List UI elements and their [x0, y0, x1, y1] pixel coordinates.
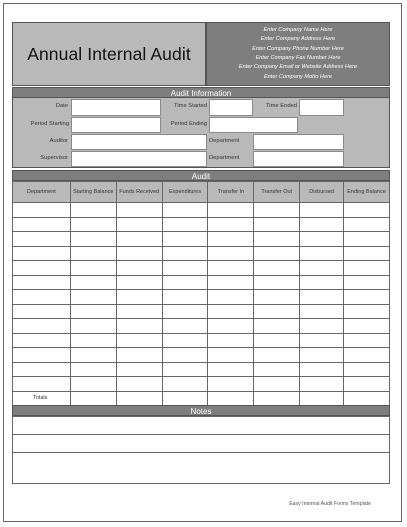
audit-cell[interactable]: [162, 362, 208, 377]
column-header: Transfer In: [208, 182, 254, 203]
audit-cell[interactable]: [208, 261, 254, 276]
period-starting-label: Period Starting: [30, 121, 69, 127]
audit-cell[interactable]: [208, 362, 254, 377]
notes-table: [12, 416, 390, 484]
audit-cell[interactable]: [13, 304, 71, 319]
audit-cell[interactable]: [70, 290, 116, 305]
totals-cell[interactable]: [116, 391, 162, 406]
column-header: Transfer Out: [254, 182, 300, 203]
totals-label: Totals: [13, 391, 71, 406]
department-field-2[interactable]: [253, 151, 344, 167]
audit-cell[interactable]: [344, 261, 390, 276]
department-label-2: Department: [209, 155, 240, 161]
audit-cell[interactable]: [13, 290, 71, 305]
audit-row: [13, 246, 390, 261]
audit-cell[interactable]: [300, 377, 344, 392]
totals-cell[interactable]: [70, 391, 116, 406]
column-header: Funds Received: [116, 182, 162, 203]
audit-heading: Audit: [12, 170, 390, 181]
column-header: Starting Balance: [70, 182, 116, 203]
audit-cell[interactable]: [300, 246, 344, 261]
audit-cell[interactable]: [13, 319, 71, 334]
period-ending-field[interactable]: [209, 117, 298, 133]
audit-header-row: [13, 182, 390, 203]
period-starting-field[interactable]: [71, 117, 161, 133]
notes-heading: Notes: [12, 405, 390, 416]
auditor-label: Auditor: [49, 138, 68, 144]
audit-row: [13, 304, 390, 319]
audit-cell[interactable]: [162, 203, 208, 218]
audit-cell[interactable]: [116, 304, 162, 319]
totals-cell[interactable]: [344, 391, 390, 406]
audit-cell[interactable]: [162, 246, 208, 261]
period-ending-label: Period Ending: [170, 121, 207, 127]
audit-cell[interactable]: [13, 362, 71, 377]
audit-cell[interactable]: [70, 377, 116, 392]
time-ended-field[interactable]: [299, 99, 344, 116]
audit-cell[interactable]: [300, 333, 344, 348]
audit-cell[interactable]: [254, 348, 300, 363]
audit-cell[interactable]: [70, 246, 116, 261]
audit-information-section: [12, 98, 390, 168]
audit-cell[interactable]: [300, 319, 344, 334]
audit-cell[interactable]: [300, 275, 344, 290]
audit-cell[interactable]: [13, 333, 71, 348]
audit-cell[interactable]: [344, 304, 390, 319]
audit-cell[interactable]: [162, 319, 208, 334]
audit-cell[interactable]: [162, 232, 208, 247]
audit-cell[interactable]: [208, 275, 254, 290]
audit-cell[interactable]: [70, 304, 116, 319]
audit-cell[interactable]: [254, 319, 300, 334]
company-motto-line[interactable]: Enter Company Motto Here: [263, 73, 333, 80]
audit-cell[interactable]: [13, 275, 71, 290]
audit-cell[interactable]: [254, 232, 300, 247]
audit-cell[interactable]: [254, 203, 300, 218]
audit-information-heading: Audit Information: [12, 87, 390, 98]
audit-cell[interactable]: [70, 275, 116, 290]
audit-row: [13, 290, 390, 305]
audit-cell[interactable]: [300, 217, 344, 232]
audit-cell[interactable]: [116, 217, 162, 232]
audit-cell[interactable]: [344, 246, 390, 261]
date-field[interactable]: [71, 99, 161, 116]
time-started-label: Time Started: [174, 103, 207, 109]
audit-cell[interactable]: [70, 362, 116, 377]
audit-cell[interactable]: [344, 275, 390, 290]
audit-cell[interactable]: [344, 319, 390, 334]
audit-cell[interactable]: [300, 290, 344, 305]
audit-cell[interactable]: [208, 319, 254, 334]
audit-cell[interactable]: [300, 203, 344, 218]
audit-cell[interactable]: [116, 290, 162, 305]
notes-line[interactable]: [13, 435, 390, 453]
audit-cell[interactable]: [208, 348, 254, 363]
audit-cell[interactable]: [13, 246, 71, 261]
audit-cell[interactable]: [70, 333, 116, 348]
notes-line[interactable]: [13, 453, 390, 484]
audit-cell[interactable]: [116, 362, 162, 377]
company-info-box: [206, 22, 390, 86]
audit-cell[interactable]: [162, 348, 208, 363]
audit-row: [13, 217, 390, 232]
audit-row: [13, 333, 390, 348]
audit-cell[interactable]: [254, 333, 300, 348]
audit-cell[interactable]: [344, 362, 390, 377]
audit-cell[interactable]: [300, 304, 344, 319]
notes-line[interactable]: [13, 417, 390, 435]
column-header: Ending Balance: [344, 182, 390, 203]
audit-cell[interactable]: [254, 217, 300, 232]
audit-cell[interactable]: [116, 232, 162, 247]
audit-row: [13, 377, 390, 392]
audit-row: [13, 348, 390, 363]
audit-cell[interactable]: [116, 246, 162, 261]
audit-cell[interactable]: [116, 275, 162, 290]
audit-cell[interactable]: [116, 377, 162, 392]
audit-cell[interactable]: [254, 261, 300, 276]
company-address-line[interactable]: Enter Company Address Here: [260, 36, 336, 43]
audit-cell[interactable]: [344, 290, 390, 305]
audit-cell[interactable]: [344, 348, 390, 363]
supervisor-field[interactable]: [71, 151, 207, 167]
audit-cell[interactable]: [13, 232, 71, 247]
date-label: Date: [55, 103, 68, 109]
audit-cell[interactable]: [300, 362, 344, 377]
column-header: Department: [13, 182, 71, 203]
audit-row: [13, 275, 390, 290]
audit-cell[interactable]: [70, 217, 116, 232]
totals-cell[interactable]: [208, 391, 254, 406]
company-fax-line[interactable]: Enter Company Fax Number Here: [255, 55, 341, 61]
audit-cell[interactable]: [70, 261, 116, 276]
form-header: [12, 22, 390, 86]
audit-cell[interactable]: [300, 261, 344, 276]
audit-cell[interactable]: [70, 319, 116, 334]
audit-cell[interactable]: [162, 333, 208, 348]
audit-cell[interactable]: [344, 217, 390, 232]
audit-cell[interactable]: [300, 232, 344, 247]
audit-cell[interactable]: [208, 203, 254, 218]
audit-cell[interactable]: [300, 348, 344, 363]
audit-cell[interactable]: [13, 348, 71, 363]
audit-row: [13, 261, 390, 276]
audit-row: [13, 232, 390, 247]
department-field-1[interactable]: [253, 134, 344, 150]
audit-cell[interactable]: [13, 377, 71, 392]
audit-row: [13, 319, 390, 334]
audit-cell[interactable]: [208, 333, 254, 348]
audit-cell[interactable]: [70, 232, 116, 247]
audit-cell[interactable]: [254, 304, 300, 319]
time-started-field[interactable]: [209, 99, 253, 116]
audit-cell[interactable]: [116, 319, 162, 334]
totals-row: [13, 391, 390, 406]
audit-cell[interactable]: [254, 377, 300, 392]
audit-cell[interactable]: [162, 261, 208, 276]
audit-cell[interactable]: [344, 203, 390, 218]
audit-cell[interactable]: [13, 217, 71, 232]
audit-cell[interactable]: [208, 217, 254, 232]
audit-cell[interactable]: [208, 290, 254, 305]
form-title: Annual Internal Audit: [27, 43, 191, 64]
company-email-line[interactable]: Enter Company Email or Website Address Here: [238, 64, 358, 71]
audit-cell[interactable]: [70, 348, 116, 363]
audit-cell[interactable]: [13, 203, 71, 218]
audit-cell[interactable]: [162, 217, 208, 232]
company-phone-line[interactable]: Enter Company Phone Number Here: [252, 45, 344, 52]
audit-cell[interactable]: [344, 377, 390, 392]
audit-cell[interactable]: [254, 246, 300, 261]
totals-cell[interactable]: [300, 391, 344, 406]
audit-cell[interactable]: [116, 203, 162, 218]
column-header: Expenditures: [162, 182, 208, 203]
audit-cell[interactable]: [162, 290, 208, 305]
audit-row: [13, 203, 390, 218]
audit-table: [12, 181, 390, 406]
audit-cell[interactable]: [208, 246, 254, 261]
audit-cell[interactable]: [116, 261, 162, 276]
audit-row: [13, 362, 390, 377]
time-ended-label: Time Ended: [265, 103, 297, 109]
auditor-field[interactable]: [71, 134, 207, 150]
audit-cell[interactable]: [344, 333, 390, 348]
title-box: [12, 22, 206, 86]
audit-cell[interactable]: [254, 362, 300, 377]
audit-cell[interactable]: [162, 275, 208, 290]
audit-cell[interactable]: [208, 377, 254, 392]
company-name-line[interactable]: Enter Company Name Here: [263, 26, 333, 33]
audit-cell[interactable]: [70, 203, 116, 218]
column-header: Disbursed: [300, 182, 344, 203]
audit-cell[interactable]: [162, 377, 208, 392]
audit-table-body: [13, 203, 390, 406]
audit-cell[interactable]: [254, 290, 300, 305]
audit-cell[interactable]: [344, 232, 390, 247]
audit-cell[interactable]: [116, 348, 162, 363]
supervisor-label: Supervisor: [40, 155, 68, 161]
audit-cell[interactable]: [208, 304, 254, 319]
department-label-1: Department: [209, 138, 240, 144]
audit-cell[interactable]: [116, 333, 162, 348]
audit-cell[interactable]: [162, 304, 208, 319]
audit-cell[interactable]: [208, 232, 254, 247]
audit-cell[interactable]: [13, 261, 71, 276]
footer-text: Easy Internal Audit Forms Template: [289, 501, 371, 507]
totals-cell[interactable]: [162, 391, 208, 406]
totals-cell[interactable]: [254, 391, 300, 406]
audit-cell[interactable]: [254, 275, 300, 290]
